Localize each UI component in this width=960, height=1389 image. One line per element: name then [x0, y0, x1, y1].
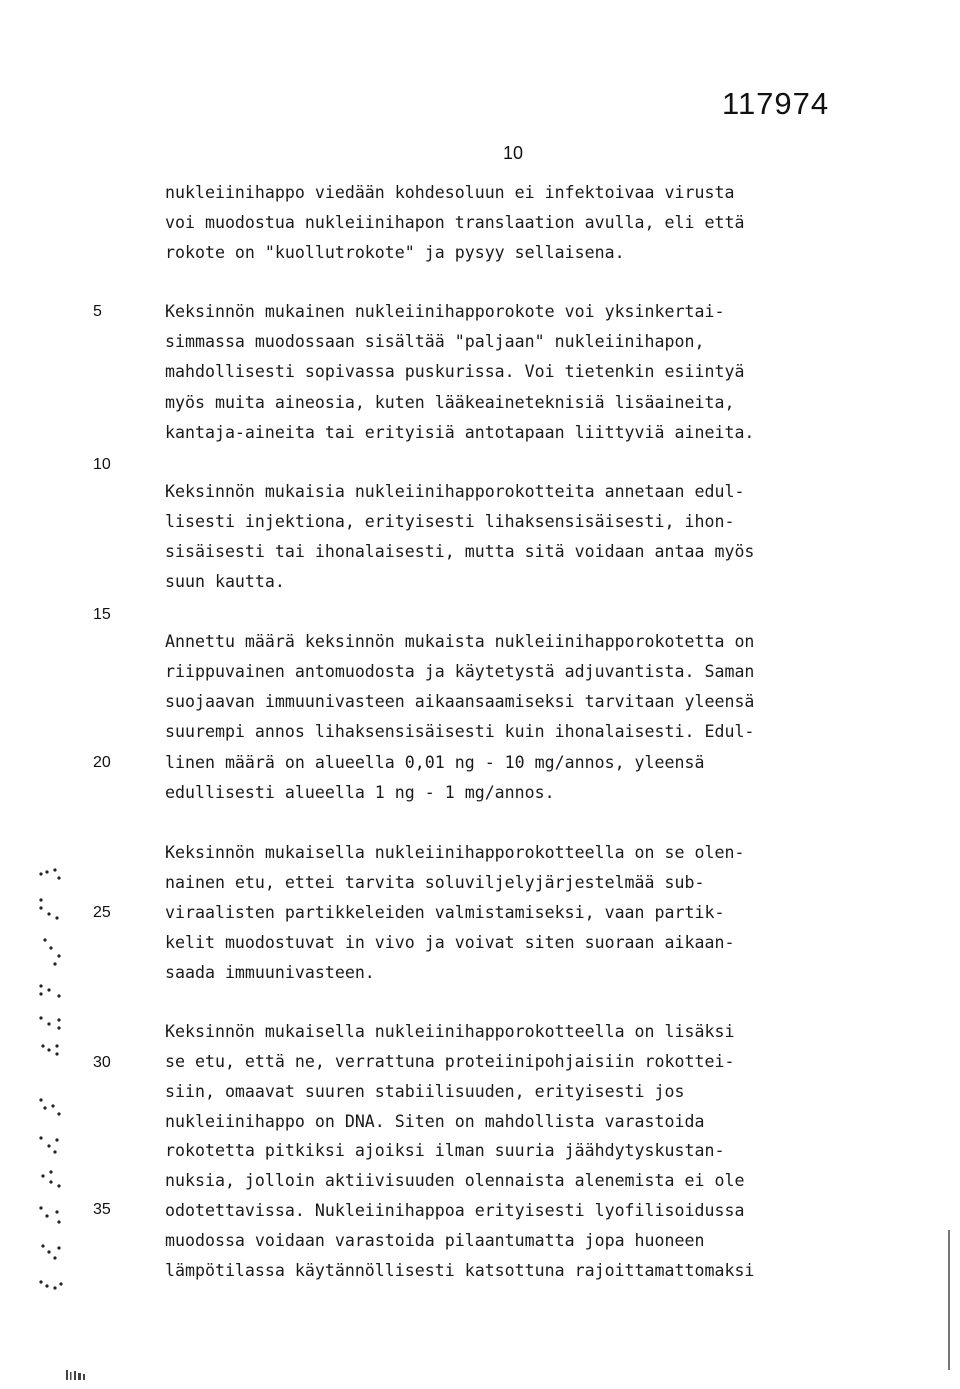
- text-line: rokotetta pitkiksi ajoiksi ilman suuria jäähdytyskustan-: [165, 1141, 725, 1160]
- text-line: nukleiinihappo viedään kohdesoluun ei infektoivaa virusta: [165, 183, 735, 202]
- text-line: rokote on "kuollutrokote" ja pysyy sellaisena.: [165, 243, 625, 262]
- scan-edge-rule: [948, 1230, 950, 1370]
- text-line: kantaja-aineita tai erityisiä antotapaan liittyviä aineita.: [165, 423, 755, 442]
- text-line: nuksia, jolloin aktiivisuuden olennaista alenemista ei ole: [165, 1171, 745, 1190]
- text-line: odotettavissa. Nukleiinihappoa erityisesti lyofilisoidussa: [165, 1201, 745, 1220]
- margin-line-number-30: 30: [93, 1054, 111, 1071]
- text-line: voi muodostua nukleiinihapon translaation avulla, eli että: [165, 213, 745, 232]
- text-line: Keksinnön mukaisella nukleiinihapporokotteella on se olen-: [165, 843, 745, 862]
- text-line: simmassa muodossaan sisältää "paljaan" nukleiinihapon,: [165, 332, 705, 351]
- margin-line-number-5: 5: [93, 303, 102, 320]
- text-line: suun kautta.: [165, 572, 285, 591]
- text-line: saada immuunivasteen.: [165, 963, 375, 982]
- margin-line-number-35: 35: [93, 1201, 111, 1218]
- text-line: lämpötilassa käytännöllisesti katsottuna rajoittamattomaksi: [165, 1261, 755, 1280]
- margin-line-number-25: 25: [93, 904, 111, 921]
- text-line: kelit muodostuvat in vivo ja voivat siten suoraan aikaan-: [165, 933, 735, 952]
- margin-line-number-15: 15: [93, 606, 111, 623]
- margin-line-number-10: 10: [93, 456, 111, 473]
- dot-pattern-icon: [35, 856, 75, 1316]
- text-line: Keksinnön mukainen nukleiinihapporokote voi yksinkertai-: [165, 302, 725, 321]
- text-line: nainen etu, ettei tarvita soluviljelyjärjestelmää sub-: [165, 873, 705, 892]
- text-line: suurempi annos lihaksensisäisesti kuin ihonalaisesti. Edul-: [165, 722, 755, 741]
- document-number: 117974: [722, 86, 830, 121]
- margin-dot-marks: [0, 840, 40, 1300]
- text-line: Annettu määrä keksinnön mukaista nukleiinihapporokotetta on: [165, 632, 755, 651]
- text-line: sisäisesti tai ihonalaisesti, mutta sitä voidaan antaa myös: [165, 542, 755, 561]
- text-line: se etu, että ne, verrattuna proteiinipohjaisiin rokottei-: [165, 1052, 735, 1071]
- text-line: suojaavan immuunivasteen aikaansaamiseksi tarvitaan yleensä: [165, 692, 755, 711]
- margin-line-number-20: 20: [93, 754, 111, 771]
- text-line: siin, omaavat suuren stabiilisuuden, erityisesti jos: [165, 1082, 685, 1101]
- text-line: linen määrä on alueella 0,01 ng - 10 mg/annos, yleensä: [165, 753, 705, 772]
- page-number: 10: [503, 143, 524, 163]
- text-line: nukleiinihappo on DNA. Siten on mahdollista varastoida: [165, 1112, 705, 1131]
- text-line: lisesti injektiona, erityisesti lihaksensisäisesti, ihon-: [165, 512, 735, 531]
- text-line: muodossa voidaan varastoida pilaantumatta jopa huoneen: [165, 1231, 705, 1250]
- scan-corner-mark-icon: [62, 1368, 102, 1382]
- text-line: Keksinnön mukaisella nukleiinihapporokotteella on lisäksi: [165, 1022, 735, 1041]
- text-line: mahdollisesti sopivassa puskurissa. Voi tietenkin esiintyä: [165, 362, 745, 381]
- text-line: edullisesti alueella 1 ng - 1 mg/annos.: [165, 783, 555, 802]
- text-line: Keksinnön mukaisia nukleiinihapporokotteita annetaan edul-: [165, 482, 745, 501]
- text-line: myös muita aineosia, kuten lääkeaineteknisiä lisäaineita,: [165, 393, 735, 412]
- text-line: viraalisten partikkeleiden valmistamiseksi, vaan partik-: [165, 903, 725, 922]
- text-line: riippuvainen antomuodosta ja käytetystä adjuvantista. Saman: [165, 662, 755, 681]
